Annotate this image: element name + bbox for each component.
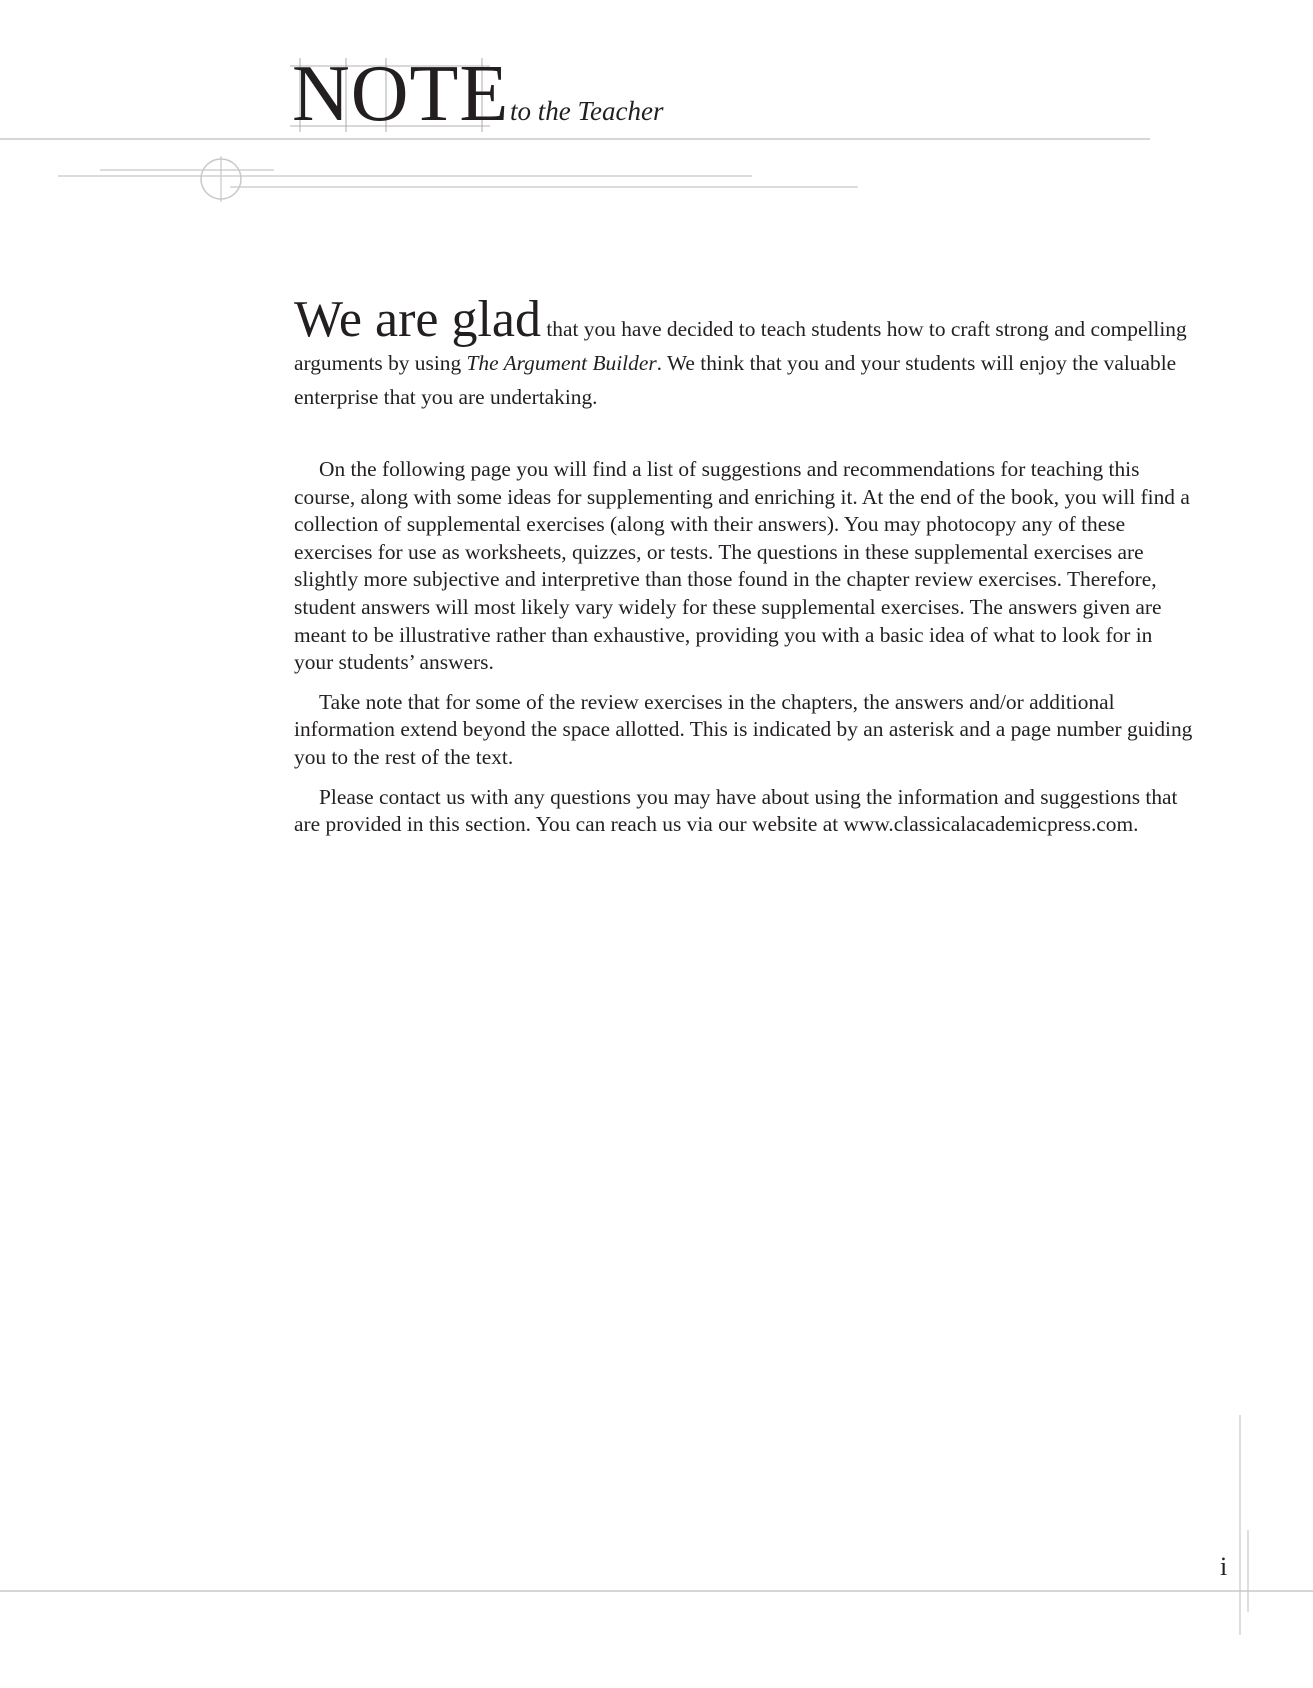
intro-lead: We are glad [294, 291, 541, 348]
body-text [294, 291, 1194, 851]
intro-text-2: . We think that you and your students will enjoy the valuable enterprise that you are undertaking. [294, 351, 1177, 409]
page-subtitle: to the Teacher [510, 96, 664, 126]
paragraph-suggestions: On the following page you will find a list of suggestions and recommendations for teaching this course, along with some ideas for supplementing and enriching it. At the end of the book, you will find a collection of supplemental exercises (along with their answers). You may photocopy any of these exercises for use as worksheets, quizzes, or tests. The questions in these supplemental exercises are slightly more subjective and interpretive than those found in the chapter review exercises. Therefore, student answers will most likely vary widely for these supplemental exercises. The answers given are meant to be illustrative rather than exhaustive, providing you with a basic idea of what to look for in your students’ answers. [294, 457, 1190, 675]
paragraph-review-exercises: Take note that for some of the review exercises in the chapters, the answers and/or additional information extend beyond the space allotted. This is indicated by an asterisk and a page number guiding you to the rest of the text. [294, 689, 1193, 769]
paragraph-contact: Please contact us with any questions you may have about using the information and suggestions that are provided in this section. You can reach us via our website at www.classicalacademicpress.com. [294, 784, 1178, 837]
book-title: The Argument Builder [466, 351, 657, 375]
page-number: i [1220, 1552, 1228, 1581]
intro-text-1: that you have decided to teach students how to craft strong and compelling arguments by using [294, 317, 1187, 375]
page-title: NOTE [292, 50, 510, 138]
intro-paragraph [294, 291, 1194, 414]
